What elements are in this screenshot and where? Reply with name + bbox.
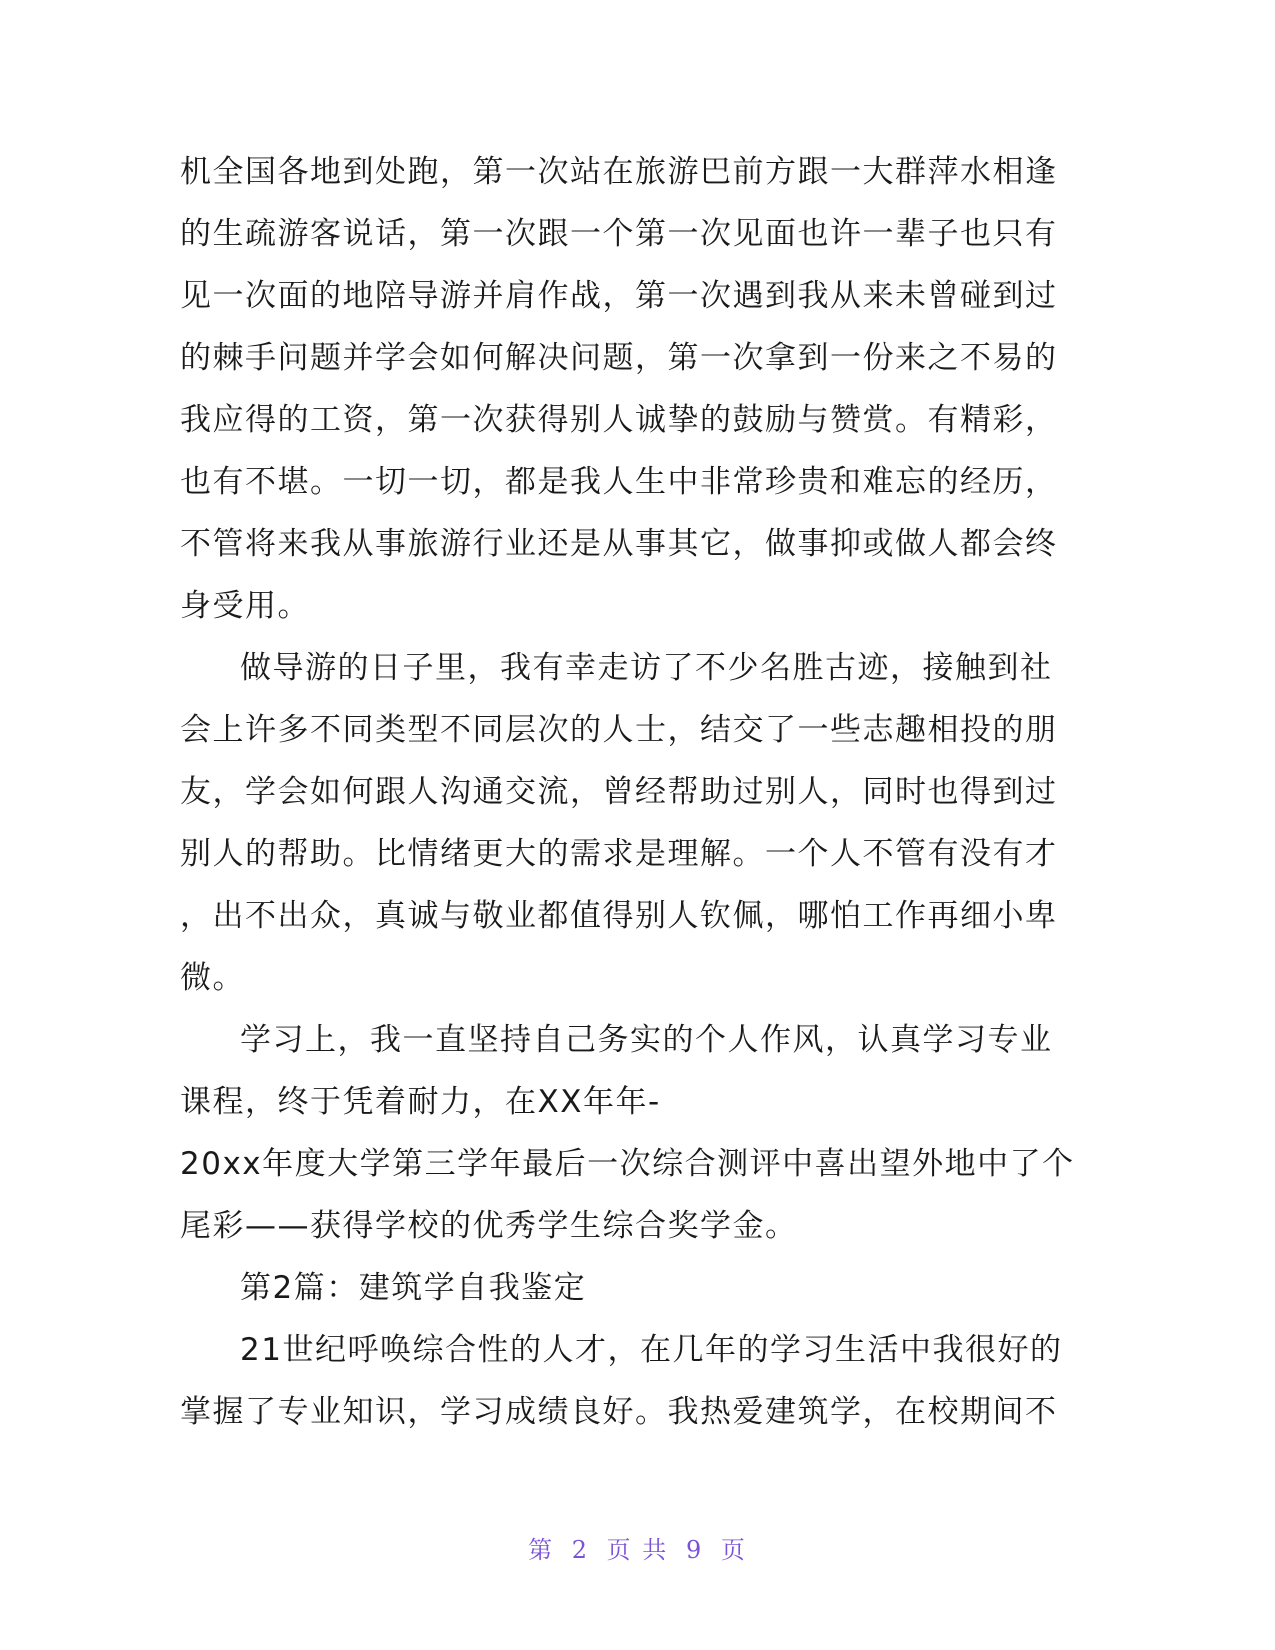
text-line: 身受用。 bbox=[180, 588, 310, 624]
text-line: 我应得的工资，第一次获得别人诚挚的鼓励与赞赏。有精彩， bbox=[180, 402, 1058, 438]
footer-suffix: 页 bbox=[720, 1536, 747, 1564]
text-line: 会上许多不同类型不同层次的人士，结交了一些志趣相投的朋 bbox=[180, 712, 1058, 748]
text-line: 也有不堪。一切一切，都是我人生中非常珍贵和难忘的经历， bbox=[180, 464, 1058, 500]
text-line: 的棘手问题并学会如何解决问题，第一次拿到一份来之不易的 bbox=[180, 340, 1058, 376]
document-body bbox=[180, 141, 1075, 1443]
text-line: 友，学会如何跟人沟通交流，曾经帮助过别人，同时也得到过 bbox=[180, 774, 1058, 810]
text-line: 不管将来我从事旅游行业还是从事其它，做事抑或做人都会终 bbox=[180, 526, 1058, 562]
text-line: 机全国各地到处跑，第一次站在旅游巴前方跟一大群萍水相逢 bbox=[180, 154, 1058, 190]
text-line: 别人的帮助。比情绪更大的需求是理解。一个人不管有没有才 bbox=[180, 836, 1058, 872]
text-line: 掌握了专业知识，学习成绩良好。我热爱建筑学，在校期间不 bbox=[180, 1394, 1058, 1430]
text-line: 课程，终于凭着耐力，在XX年年- bbox=[180, 1084, 661, 1120]
section-heading: 第2篇：建筑学自我鉴定 bbox=[240, 1270, 587, 1306]
page-footer bbox=[0, 1530, 1275, 1565]
footer-prefix: 第 bbox=[528, 1536, 555, 1564]
text-line: 见一次面的地陪导游并肩作战，第一次遇到我从来未曾碰到过 bbox=[180, 278, 1058, 314]
footer-middle: 页 共 bbox=[606, 1536, 669, 1564]
text-line: 20xx年度大学第三学年最后一次综合测评中喜出望外地中了个 bbox=[180, 1146, 1075, 1182]
footer-page-number: 2 bbox=[571, 1536, 590, 1564]
text-line: 尾彩——获得学校的优秀学生综合奖学金。 bbox=[180, 1208, 798, 1244]
footer-total-pages: 9 bbox=[685, 1536, 704, 1564]
text-line: 21世纪呼唤综合性的人才，在几年的学习生活中我很好的 bbox=[240, 1332, 1063, 1368]
text-line: 的生疏游客说话，第一次跟一个第一次见面也许一辈子也只有 bbox=[180, 216, 1058, 252]
text-line: ，出不出众，真诚与敬业都值得别人钦佩，哪怕工作再细小卑 bbox=[180, 898, 1058, 934]
text-line: 学习上，我一直坚持自己务实的个人作风，认真学习专业 bbox=[240, 1022, 1053, 1058]
text-line: 做导游的日子里，我有幸走访了不少名胜古迹，接触到社 bbox=[240, 650, 1053, 686]
text-line: 微。 bbox=[180, 960, 245, 996]
